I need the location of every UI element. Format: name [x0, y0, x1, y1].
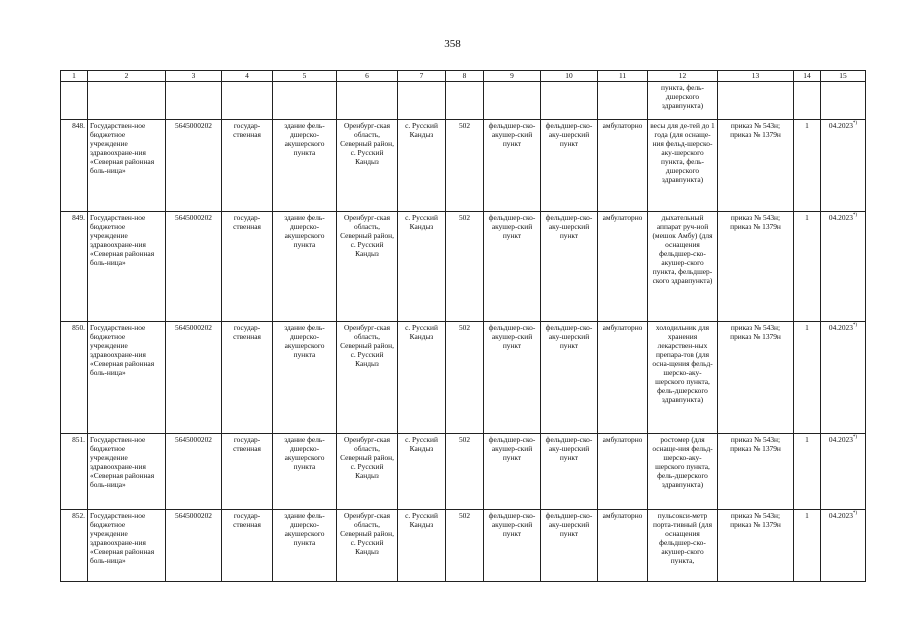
organization-cell: Государствен-ное бюджетное учреждение здравоохране-ния «Северная районная боль-ница» [88, 510, 166, 582]
ownership-cell: государ-ственная [222, 212, 273, 322]
row-number-cell: 851. [61, 434, 88, 510]
code-cell: 5645000202 [166, 510, 222, 582]
conditions-cell: амбулаторно [598, 434, 648, 510]
facility-subtype-cell: фельдшер-ско-аку-шерский пункт [541, 322, 598, 434]
date-cell [821, 322, 866, 434]
equipment-cell: ростомер (для оснаще-ния фельд-шерско-аку-шерского пункта, фель-дшерского здравпункта) [648, 434, 718, 510]
equipment-cell: весы для де-тей до 1 года (для оснаще-ния фельд-шерско-аку-шерского пункта, фель-дшерского здравпункта) [648, 120, 718, 212]
ownership-cell: государ-ственная [222, 120, 273, 212]
row-number-cell: 849. [61, 212, 88, 322]
row-number-cell: 848. [61, 120, 88, 212]
facility-subtype-cell: фельдшер-ско-аку-шерский пункт [541, 510, 598, 582]
facility-subtype-cell: фельдшер-ско-аку-шерский пункт [541, 120, 598, 212]
conditions-cell: амбулаторно [598, 212, 648, 322]
ownership-cell: государ-ственная [222, 510, 273, 582]
address-cell: Оренбург-ская область, Северный район, с. Русский Кандыз [337, 120, 398, 212]
column-header: 11 [598, 71, 648, 82]
order-cell: приказ № 543н; приказ № 1379н [718, 212, 794, 322]
date-value: 04.2023 [828, 121, 853, 130]
facility-type-cell: фельдшер-ско-акушер-ский пункт [484, 510, 541, 582]
facility-type-cell: фельдшер-ско-акушер-ский пункт [484, 212, 541, 322]
footnote-mark: *) [852, 121, 858, 126]
column-header: 8 [446, 71, 484, 82]
facility-subtype-cell: фельдшер-ско-аку-шерский пункт [541, 212, 598, 322]
locality-cell: с. Русский Кандыз [398, 212, 446, 322]
column-header: 4 [222, 71, 273, 82]
footnote-mark: *) [852, 435, 858, 440]
column-header: 5 [273, 71, 337, 82]
locality-cell: с. Русский Кандыз [398, 120, 446, 212]
quantity-cell: 1 [794, 120, 821, 212]
number-cell: 502 [446, 212, 484, 322]
date-value: 04.2023 [828, 213, 853, 222]
date-value: 04.2023 [828, 323, 853, 332]
locality-cell: с. Русский Кандыз [398, 322, 446, 434]
column-header: 7 [398, 71, 446, 82]
conditions-cell: амбулаторно [598, 322, 648, 434]
table-row [61, 434, 866, 510]
date-cell [821, 120, 866, 212]
order-cell: приказ № 543н; приказ № 1379н [718, 434, 794, 510]
locality-cell: с. Русский Кандыз [398, 510, 446, 582]
number-cell: 502 [446, 322, 484, 434]
footnote-mark: *) [852, 213, 858, 218]
address-cell: Оренбург-ская область, Северный район, с. Русский Кандыз [337, 322, 398, 434]
equipment-cell: дыхательный аппарат руч-ной (мешок Амбу) (для оснащения фельдшер-ско-акушер-ского пункта, фельдшер-ского здравпункта) [648, 212, 718, 322]
ownership-cell: государ-ственная [222, 434, 273, 510]
row-number-cell: 852. [61, 510, 88, 582]
registry-table [60, 70, 866, 582]
table-row [61, 120, 866, 212]
organization-cell: Государствен-ное бюджетное учреждение здравоохране-ния «Северная районная боль-ница» [88, 212, 166, 322]
date-cell [821, 434, 866, 510]
quantity-cell: 1 [794, 322, 821, 434]
column-header: 1 [61, 71, 88, 82]
ownership-cell: государ-ственная [222, 322, 273, 434]
column-header: 6 [337, 71, 398, 82]
order-cell: приказ № 543н; приказ № 1379н [718, 322, 794, 434]
facility-type-cell: фельдшер-ско-акушер-ский пункт [484, 322, 541, 434]
code-cell: 5645000202 [166, 322, 222, 434]
quantity-cell: 1 [794, 434, 821, 510]
column-header: 10 [541, 71, 598, 82]
building-cell: здание фель-дшерско-акушерского пункта [273, 434, 337, 510]
date-cell [821, 510, 866, 582]
column-header: 9 [484, 71, 541, 82]
address-cell: Оренбург-ская область, Северный район, с. Русский Кандыз [337, 510, 398, 582]
organization-cell: Государствен-ное бюджетное учреждение здравоохране-ния «Северная районная боль-ница» [88, 120, 166, 212]
quantity-cell: 1 [794, 212, 821, 322]
equipment-cell: холодильник для хранения лекарствен-ных препара-тов (для осна-щения фельд-шерско-аку-шерского пункта, фель-дшерского здравпункта) [648, 322, 718, 434]
facility-type-cell: фельдшер-ско-акушер-ский пункт [484, 120, 541, 212]
facility-type-cell: фельдшер-ско-акушер-ский пункт [484, 434, 541, 510]
date-cell [821, 212, 866, 322]
column-number-header [61, 71, 866, 82]
order-cell: приказ № 543н; приказ № 1379н [718, 510, 794, 582]
table-row [61, 510, 866, 582]
code-cell: 5645000202 [166, 434, 222, 510]
row-number-cell: 850. [61, 322, 88, 434]
code-cell: 5645000202 [166, 212, 222, 322]
page-number: 358 [444, 38, 461, 50]
building-cell: здание фель-дшерско-акушерского пункта [273, 212, 337, 322]
column-header: 12 [648, 71, 718, 82]
quantity-cell: 1 [794, 510, 821, 582]
continuation-row [61, 82, 866, 120]
column-header: 15 [821, 71, 866, 82]
equipment-cell: пункта, фель-дшерского здравпункта) [648, 82, 718, 120]
number-cell: 502 [446, 434, 484, 510]
column-header: 14 [794, 71, 821, 82]
building-cell: здание фель-дшерско-акушерского пункта [273, 322, 337, 434]
footnote-mark: *) [852, 323, 858, 328]
column-header: 2 [88, 71, 166, 82]
address-cell: Оренбург-ская область, Северный район, с. Русский Кандыз [337, 434, 398, 510]
building-cell: здание фель-дшерско-акушерского пункта [273, 510, 337, 582]
order-cell: приказ № 543н; приказ № 1379н [718, 120, 794, 212]
conditions-cell: амбулаторно [598, 120, 648, 212]
column-header: 13 [718, 71, 794, 82]
footnote-mark: *) [852, 511, 858, 516]
date-value: 04.2023 [828, 435, 853, 444]
number-cell: 502 [446, 510, 484, 582]
number-cell: 502 [446, 120, 484, 212]
conditions-cell: амбулаторно [598, 510, 648, 582]
code-cell: 5645000202 [166, 120, 222, 212]
address-cell: Оренбург-ская область, Северный район, с. Русский Кандыз [337, 212, 398, 322]
table-row [61, 212, 866, 322]
equipment-cell: пульсокси-метр порта-тивный (для оснащения фельдшер-ско-акушер-ского пункта, [648, 510, 718, 582]
organization-cell: Государствен-ное бюджетное учреждение здравоохране-ния «Северная районная боль-ница» [88, 322, 166, 434]
column-header: 3 [166, 71, 222, 82]
locality-cell: с. Русский Кандыз [398, 434, 446, 510]
organization-cell: Государствен-ное бюджетное учреждение здравоохране-ния «Северная районная боль-ница» [88, 434, 166, 510]
table-row [61, 322, 866, 434]
building-cell: здание фель-дшерско-акушерского пункта [273, 120, 337, 212]
facility-subtype-cell: фельдшер-ско-аку-шерский пункт [541, 434, 598, 510]
date-value: 04.2023 [828, 511, 853, 520]
